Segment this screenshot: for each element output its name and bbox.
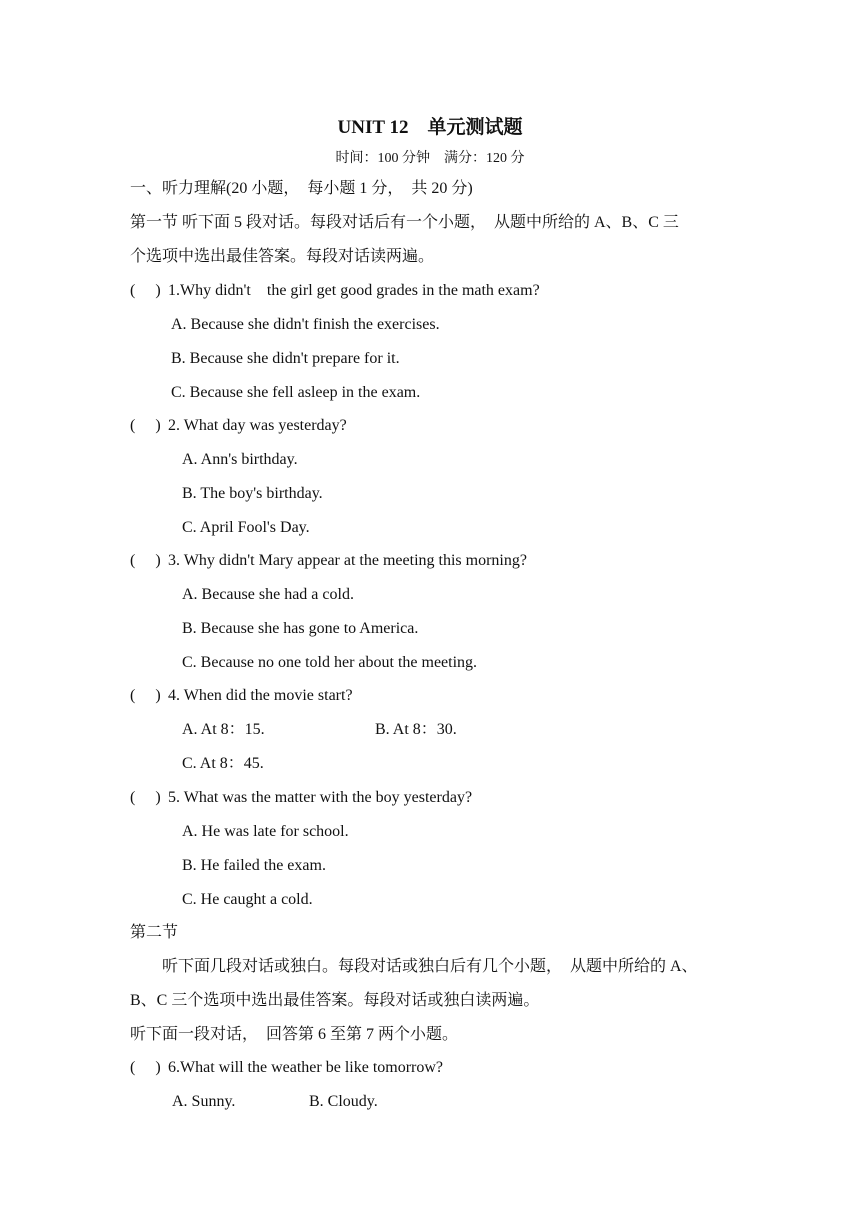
question-stem: 3. Why didn't Mary appear at the meeting this morning? (168, 552, 527, 569)
option-a: A. Ann's birthday. (182, 451, 298, 468)
answer-blank[interactable]: ( ) (130, 1059, 161, 1076)
question-stem: 2. What day was yesterday? (168, 417, 347, 434)
option-b: B. He failed the exam. (182, 857, 326, 874)
question-6 (130, 1058, 443, 1078)
option-a: A. He was late for school. (182, 823, 349, 840)
option-a: A. At 8：15. (182, 721, 265, 738)
section2-heading: 第二节 (130, 924, 179, 941)
question-4 (130, 686, 353, 706)
option-c: C. April Fool's Day. (182, 519, 310, 536)
option-c: C. He caught a cold. (182, 891, 313, 908)
answer-blank[interactable]: ( ) (130, 417, 161, 434)
question-stem: 6.What will the weather be like tomorrow? (168, 1059, 444, 1076)
option-c: C. Because she fell asleep in the exam. (171, 384, 421, 401)
dialog-note: 听下面一段对话， 回答第 6 至第 7 两个小题。 (130, 1026, 459, 1043)
option-c: C. At 8：45. (182, 755, 264, 772)
page-title: UNIT 12 单元测试题 (337, 117, 523, 138)
option-b: B. Because she has gone to America. (182, 620, 419, 637)
option-a: A. Sunny. (172, 1093, 236, 1110)
question-1 (130, 281, 540, 301)
answer-blank[interactable]: ( ) (130, 687, 161, 704)
option-c: C. Because no one told her about the meeting. (182, 654, 478, 671)
part1-intro-line2: 个选项中选出最佳答案。每段对话读两遍。 (130, 248, 435, 265)
answer-blank[interactable]: ( ) (130, 552, 161, 569)
question-3 (130, 551, 527, 571)
question-stem: 4. When did the movie start? (168, 687, 353, 704)
answer-blank[interactable]: ( ) (130, 789, 161, 806)
option-a: A. Because she had a cold. (182, 586, 354, 603)
option-b: B. At 8：30. (375, 721, 457, 738)
option-b: B. Because she didn't prepare for it. (171, 350, 400, 367)
question-5 (130, 788, 472, 808)
option-a: A. Because she didn't finish the exercises. (171, 316, 440, 333)
option-b: B. The boy's birthday. (182, 485, 323, 502)
question-stem: 1.Why didn't the girl get good grades in the math exam? (168, 282, 540, 299)
part1-intro-line1: 第一节 听下面 5 段对话。每段对话后有一个小题， 从题中所给的 A、B、C 三 (130, 214, 679, 231)
section2-intro-line2: B、C 三个选项中选出最佳答案。每段对话或独白读两遍。 (130, 992, 540, 1009)
answer-blank[interactable]: ( ) (130, 282, 161, 299)
option-b: B. Cloudy. (309, 1093, 378, 1110)
page-subtitle: 时间：100 分钟 满分：120 分 (335, 151, 525, 166)
question-2 (130, 416, 347, 436)
question-stem: 5. What was the matter with the boy yesterday? (168, 789, 473, 806)
section1-heading: 一、听力理解(20 小题， 每小题 1 分， 共 20 分) (130, 180, 473, 197)
section2-intro-line1: 听下面几段对话或独白。每段对话或独白后有几个小题， 从题中所给的 A、 (162, 958, 698, 975)
